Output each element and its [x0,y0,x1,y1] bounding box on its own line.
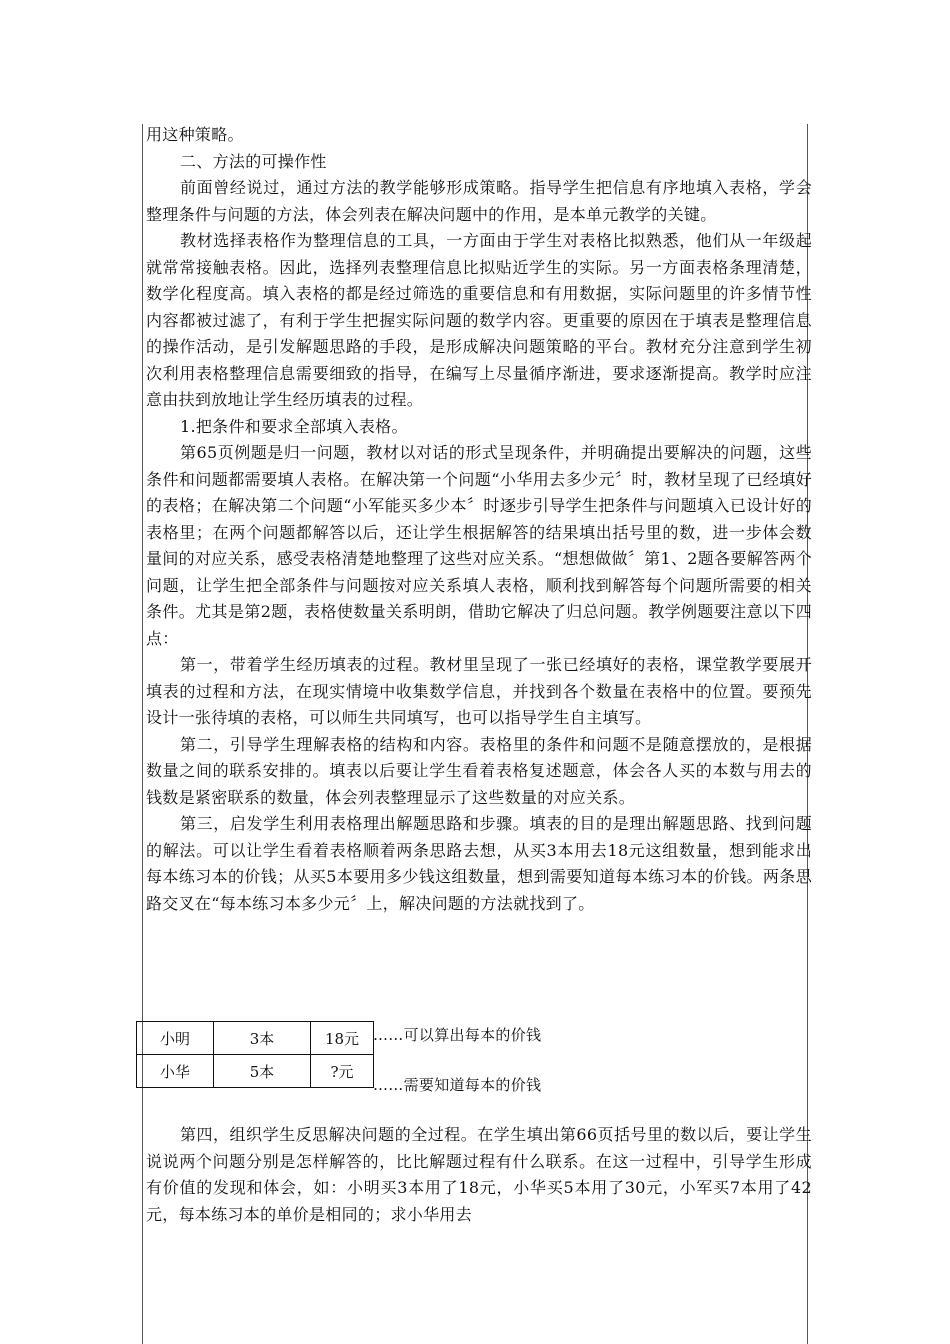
section-heading: 二、方法的可操作性 [180,151,327,171]
data-table [136,1021,374,1088]
paragraph: 前面曾经说过，通过方法的教学能够形成策略。指导学生把信息有序地填入表格，学会整理条件与问题的方法，体会列表在解决问题中的作用，是本单元教学的关键。 [146,178,812,224]
table-cell: ?元 [311,1055,374,1088]
table-cell: 小明 [137,1022,214,1055]
paragraph: 教材选择表格作为整理信息的工具，一方面由于学生对表格比拟熟悉，他们从一年级起就常常接触表格。因此，选择列表整理信息比拟贴近学生的实际。另一方面表格条理清楚，数学化程度高。填入表格的都是经过筛选的重要信息和有用数据，实际问题里的许多情节性内容都被过滤了，有利于学生把握实际问题的数学内容。更重要的原因在于填表是整理信息的操作活动，是引发解题思路的手段，是形成解决问题策略的平台。教材充分注意到学生初次利用表格整理信息需要细致的指导，在编写上尽量循序渐进，要求逐渐提高。教学时应注意由扶到放地让学生经历填表的过程。 [146,231,812,409]
table-row [137,1055,374,1088]
paragraph: 第二，引导学生理解表格的结构和内容。表格里的条件和问题不是随意摆放的，是根据数量之间的联系安排的。填表以后要让学生看着表格复述题意，体会各人买的本数与用去的钱数是紧密联系的数量，体会列表整理显示了这些数量的对应关系。 [146,734,812,807]
table-note: ……需要知道每本的价钱 [373,1076,542,1094]
table-cell: 5本 [214,1055,311,1088]
text-block-lower [146,1122,812,1228]
paragraph: 第一，带着学生经历填表的过程。教材里呈现了一张已经填好的表格，课堂教学要展开填表的过程和方法，在现实情境中收集数学信息，并找到各个数量在表格中的位置。要预先设计一张待填的表格，可以师生共同填写，也可以指导学生自主填写。 [146,655,812,727]
table-cell: 小华 [137,1055,214,1088]
paragraph: 第四，组织学生反思解决问题的全过程。在学生填出第66页括号里的数以后，要让学生说说两个问题分别是怎样解答的，比比解题过程有什么联系。在这一过程中，引导学生形成有价值的发现和体会，如：小明买3本用了18元，小华买5本用了30元，小军买7本用了42元，每本练习本的单价是相同的；求小华用去 [146,1125,812,1224]
paragraph: 第65页例题是归一问题，教材以对话的形式呈现条件，并明确提出要解决的问题，这些条件和问题都需要填人表格。在解决第一个问题“小华用去多少元〞时，教材呈现了已经填好的表格；在解决第二个问题“小军能买多少本〞时逐步引导学生把条件与问题填入已设计好的表格里；在两个问题都解答以后，还让学生根据解答的结果填出括号里的数，进一步体会数量间的对应关系，感受表格清楚地整理了这些对应关系。“想想做做〞第1、2题各要解答两个问题，让学生把全部条件与问题按对应关系填人表格，顺利找到解答每个问题所需要的相关条件。尤其是第2题，表格使数量关系明朗，借助它解决了归总问题。教学例题要注意以下四点： [146,443,812,648]
text-block-upper [146,122,812,917]
table-cell: 18元 [311,1022,374,1055]
paragraph: 用这种策略。 [146,125,244,144]
table-cell: 3本 [214,1022,311,1055]
table-row [137,1022,374,1055]
table-note: ……可以算出每本的价钱 [373,1026,542,1044]
subheading: 1.把条件和要求全部填入表格。 [180,416,408,436]
paragraph: 第三，启发学生利用表格理出解题思路和步骤。填表的目的是理出解题思路、找到问题的解法。可以让学生看着表格顺着两条思路去想，从买3本用去18元这组数量，想到能求出每本练习本的价钱；从买5本要用多少钱这组数量，想到需要知道每本练习本的价钱。两条思路交叉在“每本练习本多少元〞上，解决问题的方法就找到了。 [146,814,812,913]
